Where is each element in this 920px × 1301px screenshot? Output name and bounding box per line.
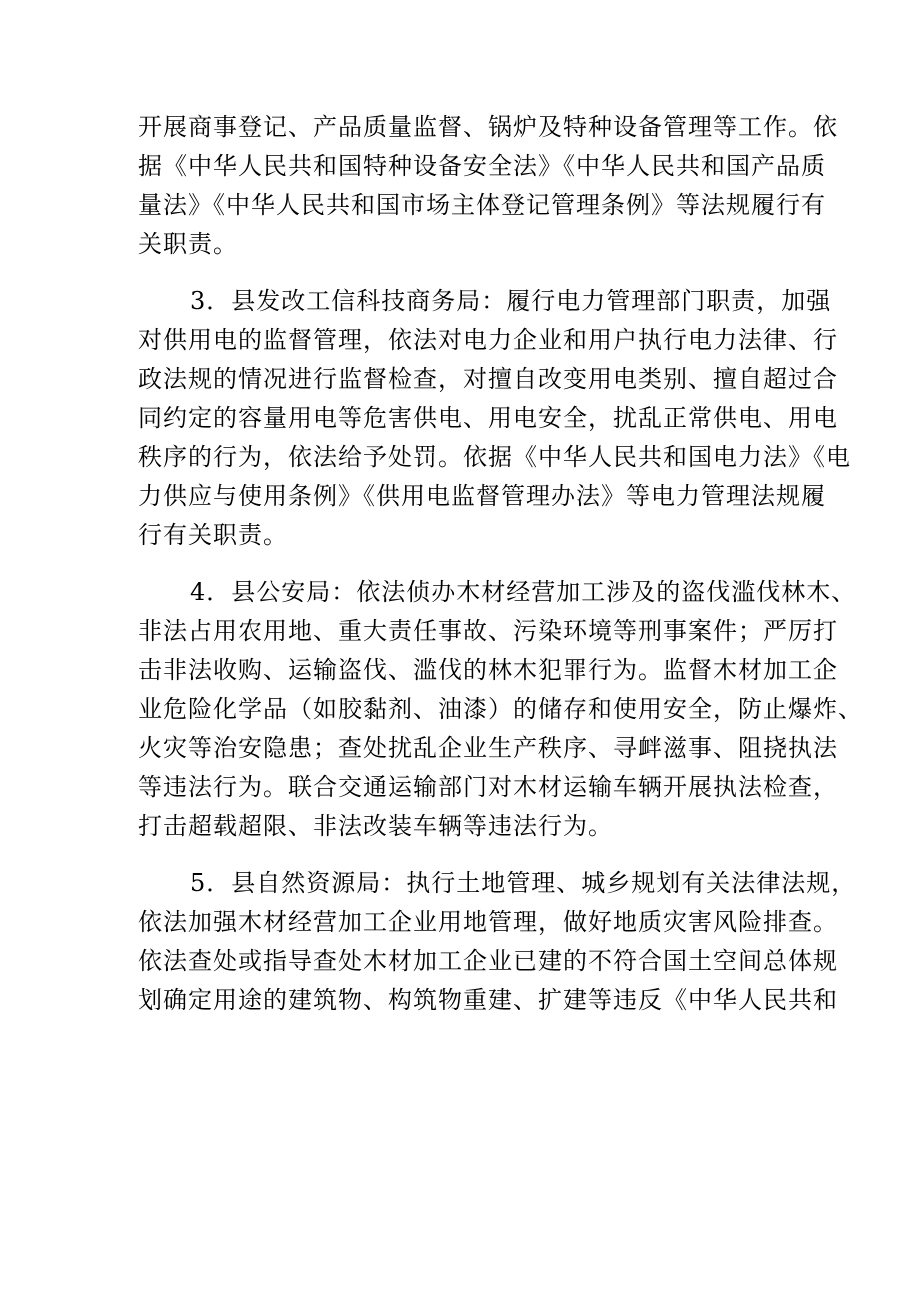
text-line: 3．县发改工信科技商务局：履行电力管理部门职责，加强: [190, 287, 832, 315]
document-body: [138, 108, 863, 1020]
text-line: 据《中华人民共和国特种设备安全法》《中华人民共和国产品质: [138, 152, 826, 180]
text-line: 4．县公安局：依法侦办木材经营加工涉及的盗伐滥伐林木、: [190, 578, 857, 606]
text-line: 力供应与使用条例》《供用电监督管理办法》等电力管理法规履: [138, 482, 826, 510]
paragraph-3: [138, 282, 851, 555]
text-line: 非法占用农用地、重大责任事故、污染环境等刑事案件；严厉打: [138, 617, 838, 645]
text-line: 划确定用途的建筑物、构筑物重建、扩建等违反《中华人民共和: [138, 986, 838, 1014]
text-line: 等违法行为。联合交通运输部门对木材运输车辆开展执法检查，: [138, 773, 838, 801]
text-line: 依法加强木材经营加工企业用地管理，做好地质灾害风险排查。: [138, 908, 838, 936]
paragraph-4: [138, 573, 863, 846]
text-line: 5．县自然资源局：执行土地管理、城乡规划有关法律法规，: [190, 869, 857, 897]
text-line: 量法》《中华人民共和国市场主体登记管理条例》等法规履行有: [138, 191, 826, 219]
text-line: 关职责。: [138, 230, 238, 258]
text-line: 行有关职责。: [138, 521, 288, 549]
text-line: 火灾等治安隐患；查处扰乱企业生产秩序、寻衅滋事、阻挠执法: [138, 734, 838, 762]
text-line: 秩序的行为，依法给予处罚。依据《中华人民共和国电力法》《电: [138, 443, 851, 471]
text-line: 开展商事登记、产品质量监督、锅炉及特种设备管理等工作。依: [138, 113, 838, 141]
text-line: 打击超载超限、非法改装车辆等违法行为。: [138, 812, 613, 840]
text-line: 政法规的情况进行监督检查，对擅自改变用电类别、擅自超过合: [138, 365, 838, 393]
text-line: 依法查处或指导查处木材加工企业已建的不符合国土空间总体规: [138, 947, 838, 975]
paragraph-5: [138, 864, 857, 1020]
text-line: 同约定的容量用电等危害供电、用电安全，扰乱正常供电、用电: [138, 404, 838, 432]
paragraph-1: [138, 108, 838, 264]
text-line: 击非法收购、运输盗伐、滥伐的林木犯罪行为。监督木材加工企: [138, 656, 838, 684]
text-line: 对供用电的监督管理，依法对电力企业和用户执行电力法律、行: [138, 326, 838, 354]
text-line: 业危险化学品（如胶黏剂、油漆）的储存和使用安全，防止爆炸、: [138, 695, 863, 723]
